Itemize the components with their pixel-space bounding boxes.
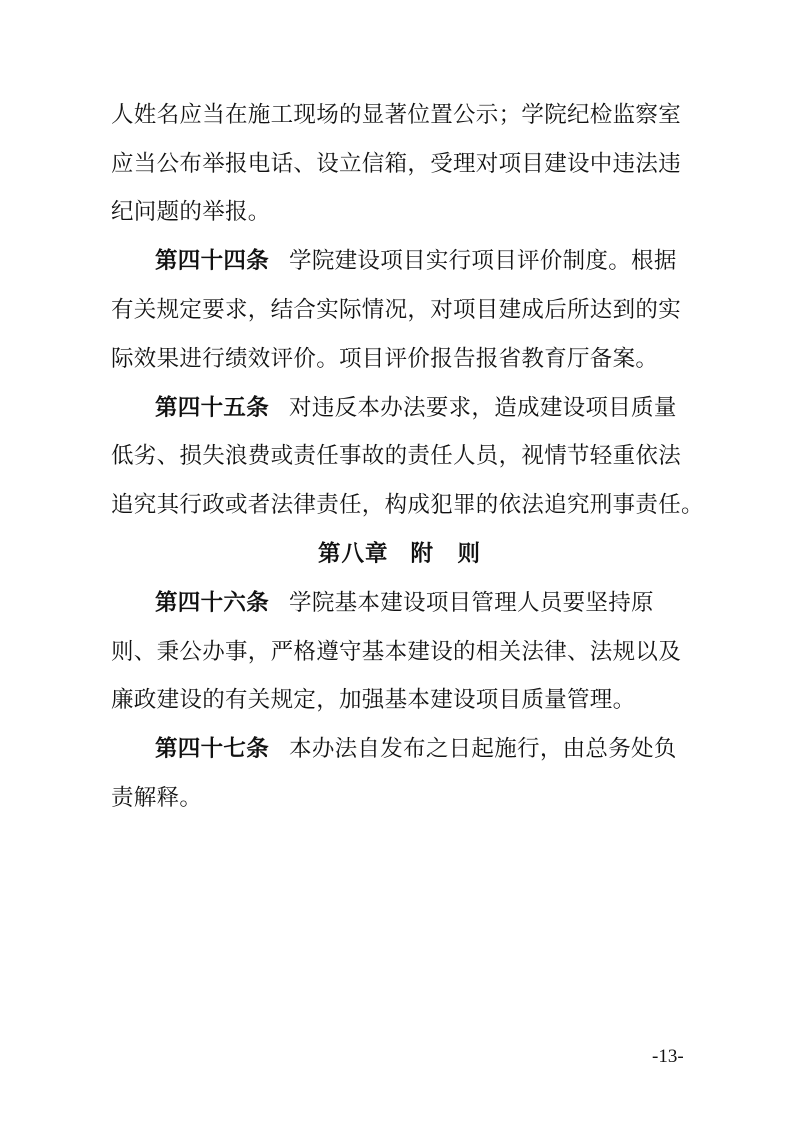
chapter-title: 附 则 xyxy=(410,541,482,567)
article-44-label: 第四十四条 xyxy=(155,248,270,274)
page-number: -13- xyxy=(652,1046,684,1067)
article-46-line: 则、秉公办事，严格遵守基本建设的相关法律、法规以及 xyxy=(111,639,682,665)
paragraph-line: 应当公布举报电话、设立信箱，受理对项目建设中违法违 xyxy=(111,151,682,177)
article-44-first-line xyxy=(155,246,689,276)
chapter-number: 第八章 xyxy=(317,541,389,567)
article-44-text: 学院建设项目实行项目评价制度。根据 xyxy=(289,248,677,274)
article-45-text: 对违反本办法要求，造成建设项目质量 xyxy=(289,395,677,421)
chapter-heading xyxy=(0,539,799,569)
article-45-line: 低劣、损失浪费或责任事故的责任人员，视情节轻重依法 xyxy=(111,443,682,469)
paragraph-line: 人姓名应当在施工现场的显著位置公示；学院纪检监察室 xyxy=(111,102,682,128)
article-47-text: 本办法自发布之日起施行，由总务处负 xyxy=(289,736,677,762)
article-47-first-line xyxy=(155,734,689,764)
article-46-line: 廉政建设的有关规定，加强基本建设项目质量管理。 xyxy=(111,687,636,713)
article-45-line: 追究其行政或者法律责任，构成犯罪的依法追究刑事责任。 xyxy=(111,492,704,518)
article-45-first-line xyxy=(155,393,689,423)
article-46-label: 第四十六条 xyxy=(155,590,270,616)
article-46-first-line xyxy=(155,588,689,618)
article-44-line: 有关规定要求，结合实际情况，对项目建成后所达到的实 xyxy=(111,297,682,323)
article-45-label: 第四十五条 xyxy=(155,395,270,421)
article-47-label: 第四十七条 xyxy=(155,736,270,762)
paragraph-line: 纪问题的举报。 xyxy=(111,199,271,225)
article-46-text: 学院基本建设项目管理人员要坚持原 xyxy=(289,590,654,616)
article-44-line: 际效果进行绩效评价。项目评价报告报省教育厅备案。 xyxy=(111,346,659,372)
article-47-line: 责解释。 xyxy=(111,785,203,811)
